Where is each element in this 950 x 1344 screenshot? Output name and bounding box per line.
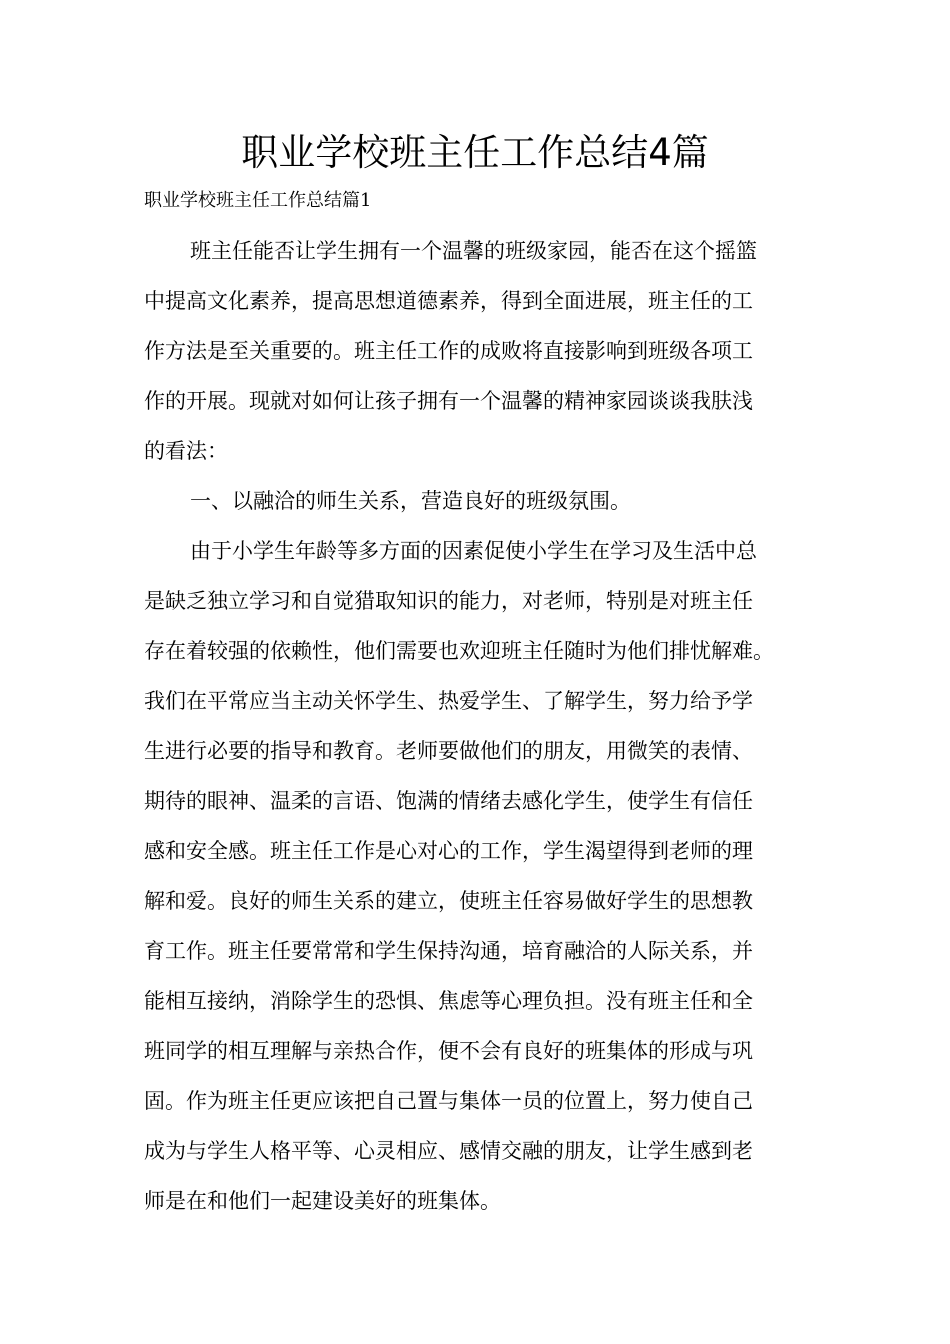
paragraph-3-line-2: 是缺乏独立学习和自觉猎取知识的能力，对老师，特别是对班主任 xyxy=(144,589,753,613)
paragraph-3-line-11: 班同学的相互理解与亲热合作，便不会有良好的班集体的形成与巩 xyxy=(144,1039,753,1063)
document-title: 职业学校班主任工作总结4篇 xyxy=(241,131,709,174)
paragraph-3-line-4: 我们在平常应当主动关怀学生、热爱学生、了解学生，努力给予学 xyxy=(144,689,753,713)
paragraph-3-line-14: 师是在和他们一起建设美好的班集体。 xyxy=(144,1189,501,1213)
paragraph-3-line-5: 生进行必要的指导和教育。老师要做他们的朋友，用微笑的表情、 xyxy=(144,739,753,763)
paragraph-1-line-1: 班主任能否让学生拥有一个温馨的班级家园，能否在这个摇篮 xyxy=(190,239,757,263)
paragraph-3-line-6: 期待的眼神、温柔的言语、饱满的情绪去感化学生，使学生有信任 xyxy=(144,789,753,813)
paragraph-2-line-1: 一、以融洽的师生关系，营造良好的班级氛围。 xyxy=(190,489,631,513)
paragraph-1-line-5: 的看法： xyxy=(144,439,228,463)
paragraph-3-line-1: 由于小学生年龄等多方面的因素促使小学生在学习及生活中总 xyxy=(190,539,757,563)
paragraph-3-line-13: 成为与学生人格平等、心灵相应、感情交融的朋友，让学生感到老 xyxy=(144,1139,753,1163)
paragraph-3-line-8: 解和爱。良好的师生关系的建立，使班主任容易做好学生的思想教 xyxy=(144,889,753,913)
paragraph-3-line-7: 感和安全感。班主任工作是心对心的工作，学生渴望得到老师的理 xyxy=(144,839,753,863)
section-heading: 职业学校班主任工作总结篇1 xyxy=(144,190,372,211)
paragraph-1-line-4: 作的开展。现就对如何让孩子拥有一个温馨的精神家园谈谈我肤浅 xyxy=(144,389,753,413)
paragraph-3-line-12: 固。作为班主任更应该把自己置与集体一员的位置上，努力使自己 xyxy=(144,1089,753,1113)
paragraph-1-line-3: 作方法是至关重要的。班主任工作的成败将直接影响到班级各项工 xyxy=(144,339,753,363)
paragraph-3-line-9: 育工作。班主任要常常和学生保持沟通，培育融洽的人际关系，并 xyxy=(144,939,753,963)
paragraph-1-line-2: 中提高文化素养，提高思想道德素养，得到全面进展，班主任的工 xyxy=(144,289,753,313)
paragraph-3-line-3: 存在着较强的依赖性，他们需要也欢迎班主任随时为他们排忧解难。 xyxy=(144,639,774,663)
paragraph-3-line-10: 能相互接纳，消除学生的恐惧、焦虑等心理负担。没有班主任和全 xyxy=(144,989,753,1013)
